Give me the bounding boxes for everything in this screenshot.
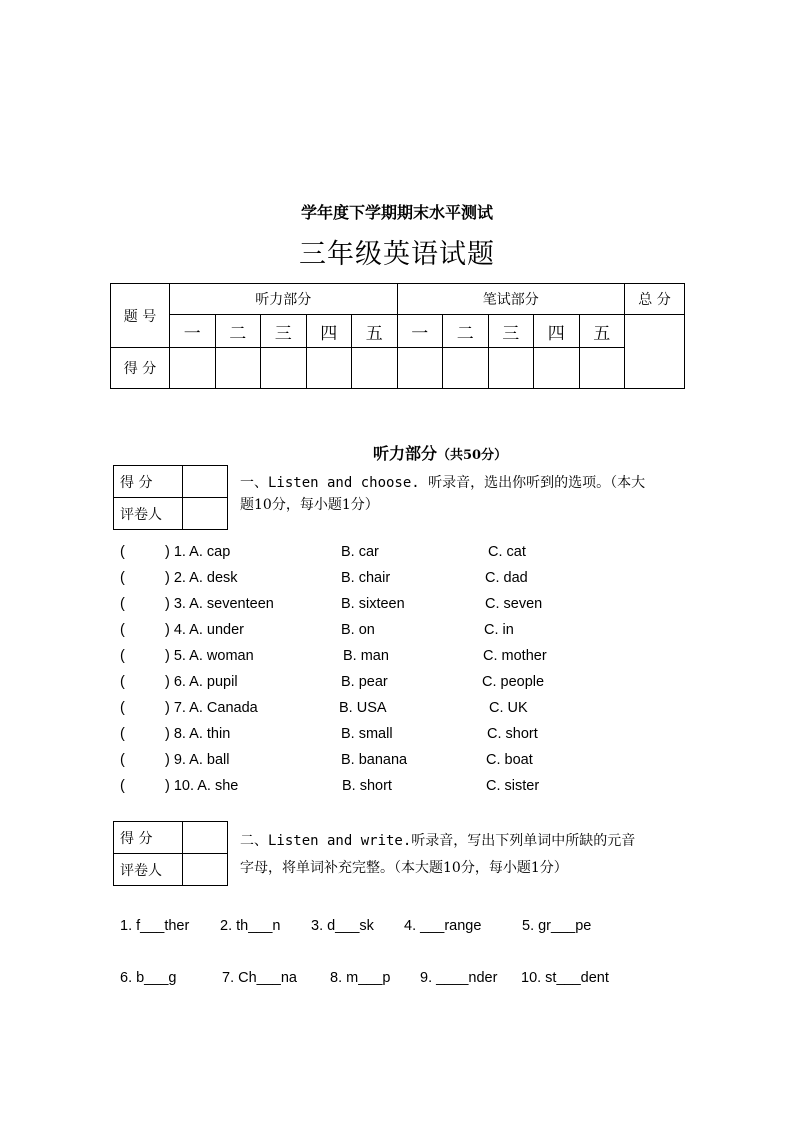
part1-instruction-en: 一、Listen and choose. (240, 475, 420, 491)
fill-item[interactable]: 1. f___ther (120, 918, 190, 934)
question-row (0, 700, 794, 726)
writing-part-5: 五 (579, 315, 625, 348)
question-row (0, 622, 794, 648)
option-b: B. on (341, 622, 375, 638)
exam-title: 三年级英语试题 (299, 239, 495, 270)
listening-part-5: 五 (352, 315, 398, 348)
option-a: ) 8. A. thin (165, 726, 231, 742)
score-cell (397, 348, 443, 389)
part1-instruction (240, 472, 690, 516)
option-a: ) 2. A. desk (165, 570, 238, 586)
part2-instruction-cn: 听录音，写出下列单词中所缺的元音 (411, 833, 636, 849)
question-number-label: 题 号 (111, 284, 170, 348)
option-c: C. boat (486, 752, 533, 768)
fill-item[interactable]: 9. ____nder (420, 970, 498, 986)
question-row (0, 596, 794, 622)
option-b: B. USA (339, 700, 387, 716)
listening-part-4: 四 (306, 315, 352, 348)
question-row (0, 570, 794, 596)
grader-cell (183, 498, 228, 530)
exam-subtitle: 学年度下学期期末水平测试 (300, 203, 493, 222)
part2-instruction-en: 二、Listen and write. (240, 833, 412, 849)
fill-item[interactable]: 7. Ch___na (222, 970, 297, 986)
fill-item[interactable]: 10. st___dent (521, 970, 609, 986)
total-header: 总 分 (625, 284, 685, 315)
score-label: 得 分 (111, 348, 170, 389)
question-row (0, 544, 794, 570)
part2-instruction (240, 828, 690, 882)
question-row (0, 648, 794, 674)
option-c: C. seven (485, 596, 543, 612)
listening-part-1: 一 (170, 315, 216, 348)
listening-part-2: 二 (215, 315, 261, 348)
part1-question-list (0, 544, 794, 804)
score-cell (443, 348, 489, 389)
score-cell (215, 348, 261, 389)
option-a: ) 5. A. woman (165, 648, 254, 664)
score-table (110, 283, 685, 389)
option-a: ) 9. A. ball (165, 752, 230, 768)
answer-blank[interactable]: ( (120, 700, 125, 716)
option-b: B. sixteen (341, 596, 405, 612)
fill-in-row-1 (0, 918, 794, 938)
score-cell (352, 348, 398, 389)
writing-header: 笔试部分 (397, 284, 625, 315)
answer-blank[interactable]: ( (120, 752, 125, 768)
score-cell (261, 348, 307, 389)
option-a: ) 10. A. she (165, 778, 239, 794)
part1-instruction-cn: 听录音，选出你听到的选项。（本大 (428, 475, 646, 491)
writing-part-2: 二 (443, 315, 489, 348)
answer-blank[interactable]: ( (120, 622, 125, 638)
option-c: C. mother (483, 648, 547, 664)
fill-item[interactable]: 6. b___g (120, 970, 177, 986)
option-c: C. people (482, 674, 545, 690)
option-b: B. small (341, 726, 393, 742)
fill-item[interactable]: 4. ___range (404, 918, 482, 934)
question-row (0, 752, 794, 778)
fill-item[interactable]: 5. gr___pe (522, 918, 592, 934)
question-row (0, 726, 794, 752)
option-b: B. chair (341, 570, 391, 586)
part1-grade-box (113, 465, 228, 530)
answer-blank[interactable]: ( (120, 674, 125, 690)
grade-score-cell (183, 822, 228, 854)
fill-item[interactable]: 8. m___p (330, 970, 391, 986)
option-a: ) 6. A. pupil (165, 674, 238, 690)
answer-blank[interactable]: ( (120, 596, 125, 612)
option-a: ) 1. A. cap (165, 544, 231, 560)
grade-score-cell (183, 466, 228, 498)
option-a: ) 4. A. under (165, 622, 244, 638)
part1-instruction-cn2: 题10分，每小题1分） (240, 497, 379, 513)
option-c: C. cat (488, 544, 526, 560)
option-c: C. sister (486, 778, 540, 794)
option-c: C. dad (485, 570, 528, 586)
writing-part-4: 四 (534, 315, 580, 348)
answer-blank[interactable]: ( (120, 570, 125, 586)
part2-grade-box (113, 821, 228, 886)
grade-score-label: 得 分 (114, 466, 183, 498)
question-row (0, 778, 794, 804)
writing-part-3: 三 (488, 315, 534, 348)
option-b: B. car (341, 544, 379, 560)
fill-item[interactable]: 3. d___sk (311, 918, 374, 934)
grader-label: 评卷人 (114, 498, 183, 530)
total-score-cell (625, 315, 685, 389)
grader-cell (183, 854, 228, 886)
writing-part-1: 一 (397, 315, 443, 348)
option-a: ) 3. A. seventeen (165, 596, 274, 612)
score-cell (488, 348, 534, 389)
listening-part-3: 三 (261, 315, 307, 348)
option-b: B. man (343, 648, 389, 664)
listening-header: 听力部分 (170, 284, 398, 315)
answer-blank[interactable]: ( (120, 726, 125, 742)
grader-label: 评卷人 (114, 854, 183, 886)
fill-in-row-2 (0, 970, 794, 990)
section-name: 听力部分 (373, 444, 438, 463)
answer-blank[interactable]: ( (120, 648, 125, 664)
option-c: C. in (484, 622, 514, 638)
option-a: ) 7. A. Canada (165, 700, 258, 716)
answer-blank[interactable]: ( (120, 778, 125, 794)
score-cell (170, 348, 216, 389)
score-cell (306, 348, 352, 389)
part2-instruction-cn2: 字母，将单词补充完整。（本大题10分，每小题1分） (240, 860, 568, 876)
question-row (0, 674, 794, 700)
score-cell (534, 348, 580, 389)
fill-item[interactable]: 2. th___n (220, 918, 281, 934)
option-b: B. pear (341, 674, 388, 690)
option-b: B. short (342, 778, 392, 794)
score-cell (579, 348, 625, 389)
option-c: C. short (487, 726, 538, 742)
option-c: C. UK (489, 700, 528, 716)
option-b: B. banana (341, 752, 408, 768)
grade-score-label: 得 分 (114, 822, 183, 854)
listening-section-title (373, 441, 507, 464)
section-points: （共50分） (437, 448, 508, 463)
answer-blank[interactable]: ( (120, 544, 125, 560)
